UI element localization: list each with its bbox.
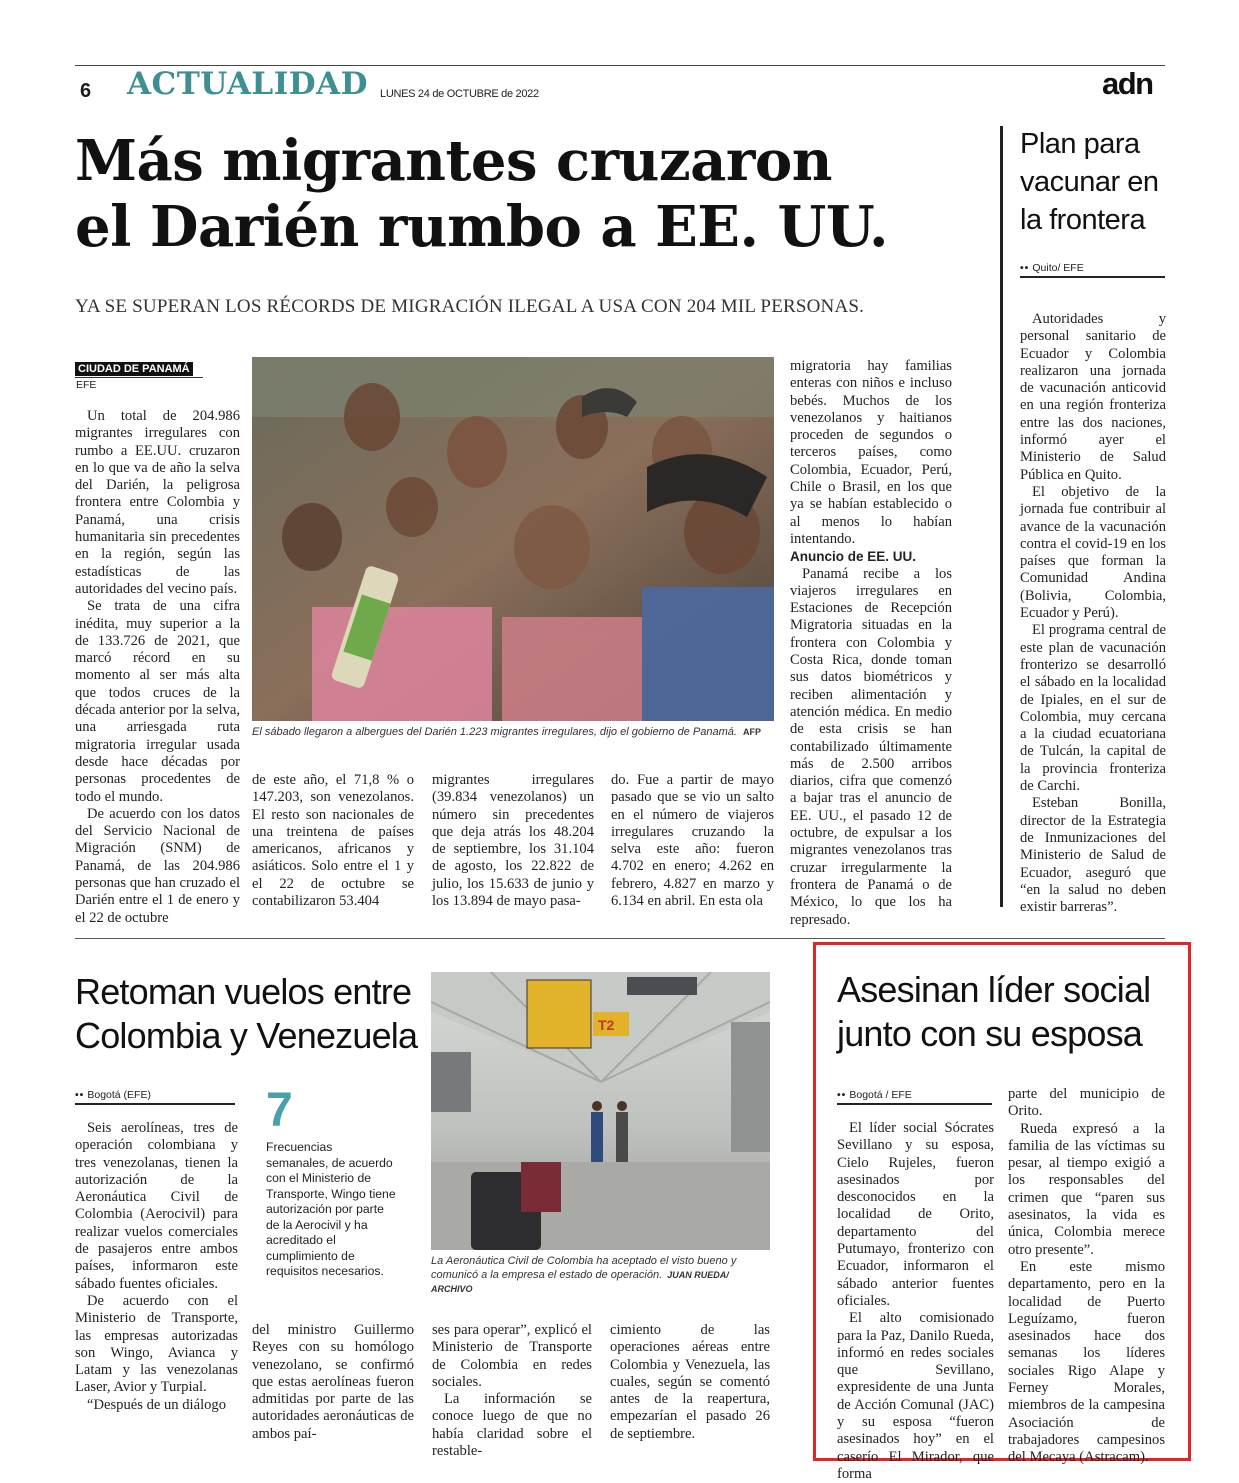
paragraph: del ministro Guillermo Reyes con su homólogo venezolano, se confirmó que estas aerolíneas fueron admitidas por parte de las autoridades aeronáuticas de ambos paí-	[252, 1322, 414, 1442]
sidebar-credit-text: Quito/ EFE	[1032, 262, 1084, 274]
main-headline	[75, 128, 888, 260]
page-number: 6	[80, 80, 92, 102]
bullet-icon: ••	[75, 1089, 85, 1101]
sidebar-credit	[1020, 262, 1084, 274]
sidebar-headline: Plan para vacunar en la frontera	[1020, 128, 1159, 236]
leader-col-1	[837, 1120, 994, 1483]
leader-headline-line1: Asesinan líder social	[837, 969, 1151, 1010]
leader-headline	[837, 968, 1150, 1056]
main-col-1	[75, 408, 240, 927]
airport-sign-text: T2	[598, 1017, 615, 1033]
paragraph: ses para operar”, explicó el Ministerio de Transporte de Colombia en redes sociales.	[432, 1322, 592, 1390]
paragraph: El alto comisionado para la Paz, Danilo Rueda, informó en redes sociales que Sevillano, expresidente de una Junta de Acción Comunal (JAC) y su esposa “fueron asesinados hoy” en el caserío El Mirador, que forma	[837, 1310, 994, 1482]
flights-headline-line1: Retoman vuelos entre	[75, 971, 412, 1012]
leader-headline-line2: junto con su esposa	[837, 1013, 1143, 1054]
migrants-photo-caption	[252, 725, 774, 739]
flights-col-3	[432, 1322, 592, 1460]
paragraph: de este año, el 71,8 % o 147.203, son venezolanos. El resto son nacionales de una treintena de países americanos, africanos y asiáticos. Solo entre el 1 y el 22 de octubre se contabilizaron 53.404	[252, 772, 414, 910]
paragraph: De acuerdo con los datos del Servicio Nacional de Migración (SNM) de Panamá, de las 204.986 personas que han cruzado el Darién entre el 1 de enero y el 22 de octubre	[75, 805, 240, 926]
flights-col-2	[252, 1322, 414, 1443]
paragraph: Rueda expresó a la familia de las víctimas su pesar, al tiempo exigió a los responsables del crimen que “paren sus asesinatos, la vida es única, Colombia merece otro presente”.	[1008, 1120, 1165, 1258]
caption-text: El sábado llegaron a albergues del Darién 1.223 migrantes irregulares, dijo el gobierno de Panamá.	[252, 726, 737, 738]
caption-text: La Aeronáutica Civil de Colombia ha aceptado el visto bueno y comunicó a la empresa el estado de operación.	[431, 1255, 737, 1281]
paragraph: De acuerdo con el Ministerio de Transporte, las empresas autorizadas son Wingo, Avianca y Latam y las venezolanas Laser, Avior y Turpial.	[75, 1292, 238, 1396]
main-col-2	[252, 772, 414, 910]
main-agency: EFE	[76, 379, 97, 391]
paragraph: Un total de 204.986 migrantes irregulares con rumbo a EE.UU. cruzaron en lo que va de año la selva del Darién, la peligrosa frontera entre Colombia y Panamá, una crisis humanitaria sin precedentes en la región, según las estadísticas de las autoridades del vecino país.	[75, 408, 240, 597]
flights-credit	[75, 1089, 151, 1101]
paragraph: El líder social Sócrates Sevillano y su esposa, Cielo Rujeles, fueron asesinados por desconocidos en la localidad de Orito, departamento del Putumayo, fronterizo con Ecuador, informaron el sábado anterior fuentes oficiales.	[837, 1120, 994, 1309]
section-label: ACTUALIDAD	[127, 66, 369, 102]
main-headline-line1: Más migrantes cruzaron	[75, 128, 832, 194]
paragraph: El programa central de este plan de vacunación fronterizo se desarrolló el sábado en la localidad de Ipiales, en el sur de Colombia, muy cercana a la ciudad ecuatoriana de Tulcán, la capital de la provincia fronteriza de Carchi.	[1020, 622, 1166, 795]
paragraph: Esteban Bonilla, director de la Estrategia de Inmunizaciones del Ministerio de Salud de Ecuador, aseguró que “en la salud no deben existir barreras”.	[1020, 795, 1166, 916]
leader-credit-text: Bogotá / EFE	[849, 1089, 912, 1101]
paragraph: parte del municipio de Orito.	[1008, 1086, 1165, 1120]
main-col-3	[432, 772, 594, 910]
main-col-5	[790, 358, 952, 929]
bullet-icon: ••	[1020, 262, 1030, 274]
flights-col-1	[75, 1120, 238, 1414]
paragraph: Se trata de una cifra inédita, muy superior a la de 133.726 de 2021, que marcó récord en su momento al ser más alta que todos cruces de la década anterior por la selva, una arriesgada ruta migratoria irregular usada desde hace décadas por personas procedentes de todo el mundo.	[75, 598, 240, 805]
flights-credit-text: Bogotá (EFE)	[87, 1089, 151, 1101]
migrants-photo-image	[252, 357, 774, 721]
paragraph: En este mismo departamento, pero en la localidad de Puerto Leguízamo, fueron asesinados hace dos semanas los líderes sociales Rigo Alape y Ferney Morales, miembros de la campesina Asociación de trabajadores campesinos del Mecaya (Astracam).	[1008, 1258, 1165, 1466]
paragraph: La información se conoce luego de que no había claridad sobre el restable-	[432, 1391, 592, 1460]
airport-photo-image	[431, 972, 770, 1250]
subheading: Anuncio de EE. UU.	[790, 549, 917, 565]
leader-credit	[837, 1089, 912, 1101]
sidebar-body	[1020, 311, 1166, 916]
airport-photo	[431, 972, 770, 1250]
dateline-city: CIUDAD DE PANAMÁ	[75, 362, 193, 376]
main-col-4	[611, 772, 774, 910]
paragraph: Panamá recibe a los viajeros irregulares en Estaciones de Recepción Migratoria situadas en la frontera con Colombia y Costa Rica, donde toman sus datos biométricos y reciben alimentación y atención médica. En medio de esta crisis se han contabilizado últimamente más de 2.500 arribos diarios, cifra que comenzó a bajar tras el anuncio de EE. UU., el pasado 12 de octubre, de expulsar a los migrantes venezolanos tras cruzar irregularmente la frontera de Panamá o de México, lo que los ha represado.	[790, 565, 952, 928]
flights-headline-line2: Colombia y Venezuela	[75, 1015, 418, 1056]
photo-credit: AFP	[742, 727, 761, 737]
main-headline-line2: el Darién rumbo a EE. UU.	[75, 194, 889, 260]
flights-col-4	[610, 1322, 770, 1443]
sidebar-divider	[1000, 126, 1003, 907]
stat-text: Frecuencias semanales, de acuerdo con el Ministerio de Transporte, Wingo tiene autorización por parte de la Aerocivil y ha acreditado el cumplimiento de requisitos necesarios.	[266, 1140, 396, 1278]
migrants-photo	[252, 357, 774, 721]
paragraph: migrantes irregulares (39.834 venezolanos) un número sin precedentes que deja atrás los 48.204 de septiembre, los 31.104 de agosto, los 22.822 de julio, los 15.633 de junio y los 13.894 de mayo pasa-	[432, 772, 594, 910]
stat-number: 7	[266, 1084, 293, 1137]
section-divider	[75, 938, 1165, 939]
flights-headline	[75, 970, 417, 1058]
photo-credit: JUAN RUEDA/ ARCHIVO	[431, 1270, 729, 1294]
paragraph: migratoria hay familias enteras con niños e incluso bebés. Muchos de los venezolanos y haitianos proceden de segundos o terceros países, como Colombia, Ecuador, Perú, Chile o Brasil, en los que ya se habían establecido o al menos lo habían intentando.	[790, 358, 952, 547]
paragraph: Seis aerolíneas, tres de operación colombiana y tres venezolanas, tienen la autorización de la Aeronáutica Civil de Colombia (Aerocivil) para realizar vuelos comerciales de pasajeros entre ambos países, informaron este sábado fuentes oficiales.	[75, 1120, 238, 1292]
paragraph: cimiento de las operaciones aéreas entre Colombia y Venezuela, las cuales, según se comentó antes de la reapertura, empezarían el pasado 26 de septiembre.	[610, 1322, 770, 1442]
paragraph: Autoridades y personal sanitario de Ecuador y Colombia realizaron una jornada de vacunación anticovid en una región fronteriza entre las dos naciones, informó ayer el Ministerio de Salud Pública en Quito.	[1020, 311, 1166, 483]
main-deck: YA SE SUPERAN LOS RÉCORDS DE MIGRACIÓN ILEGAL A USA CON 204 MIL PERSONAS.	[75, 296, 865, 317]
dateline	[75, 359, 203, 378]
adn-logo: adn	[1102, 66, 1153, 101]
airport-photo-caption	[431, 1254, 771, 1296]
bullet-icon: ••	[837, 1089, 847, 1101]
paragraph: “Después de un diálogo	[87, 1396, 227, 1413]
issue-date: LUNES 24 de OCTUBRE de 2022	[380, 88, 539, 100]
leader-col-2	[1008, 1086, 1165, 1467]
paragraph: El objetivo de la jornada fue contribuir al avance de la vacunación contra el covid-19 en los países que forman la Comunidad Andina (Bolivia, Colombia, Ecuador y Perú).	[1020, 483, 1166, 622]
paragraph: do. Fue a partir de mayo pasado que se vio un salto en el número de viajeros irregulares cruzando la selva este año: fueron 4.702 en enero; 4.262 en febrero, 4.827 en marzo y 6.134 en abril. En esta ola	[611, 772, 774, 910]
